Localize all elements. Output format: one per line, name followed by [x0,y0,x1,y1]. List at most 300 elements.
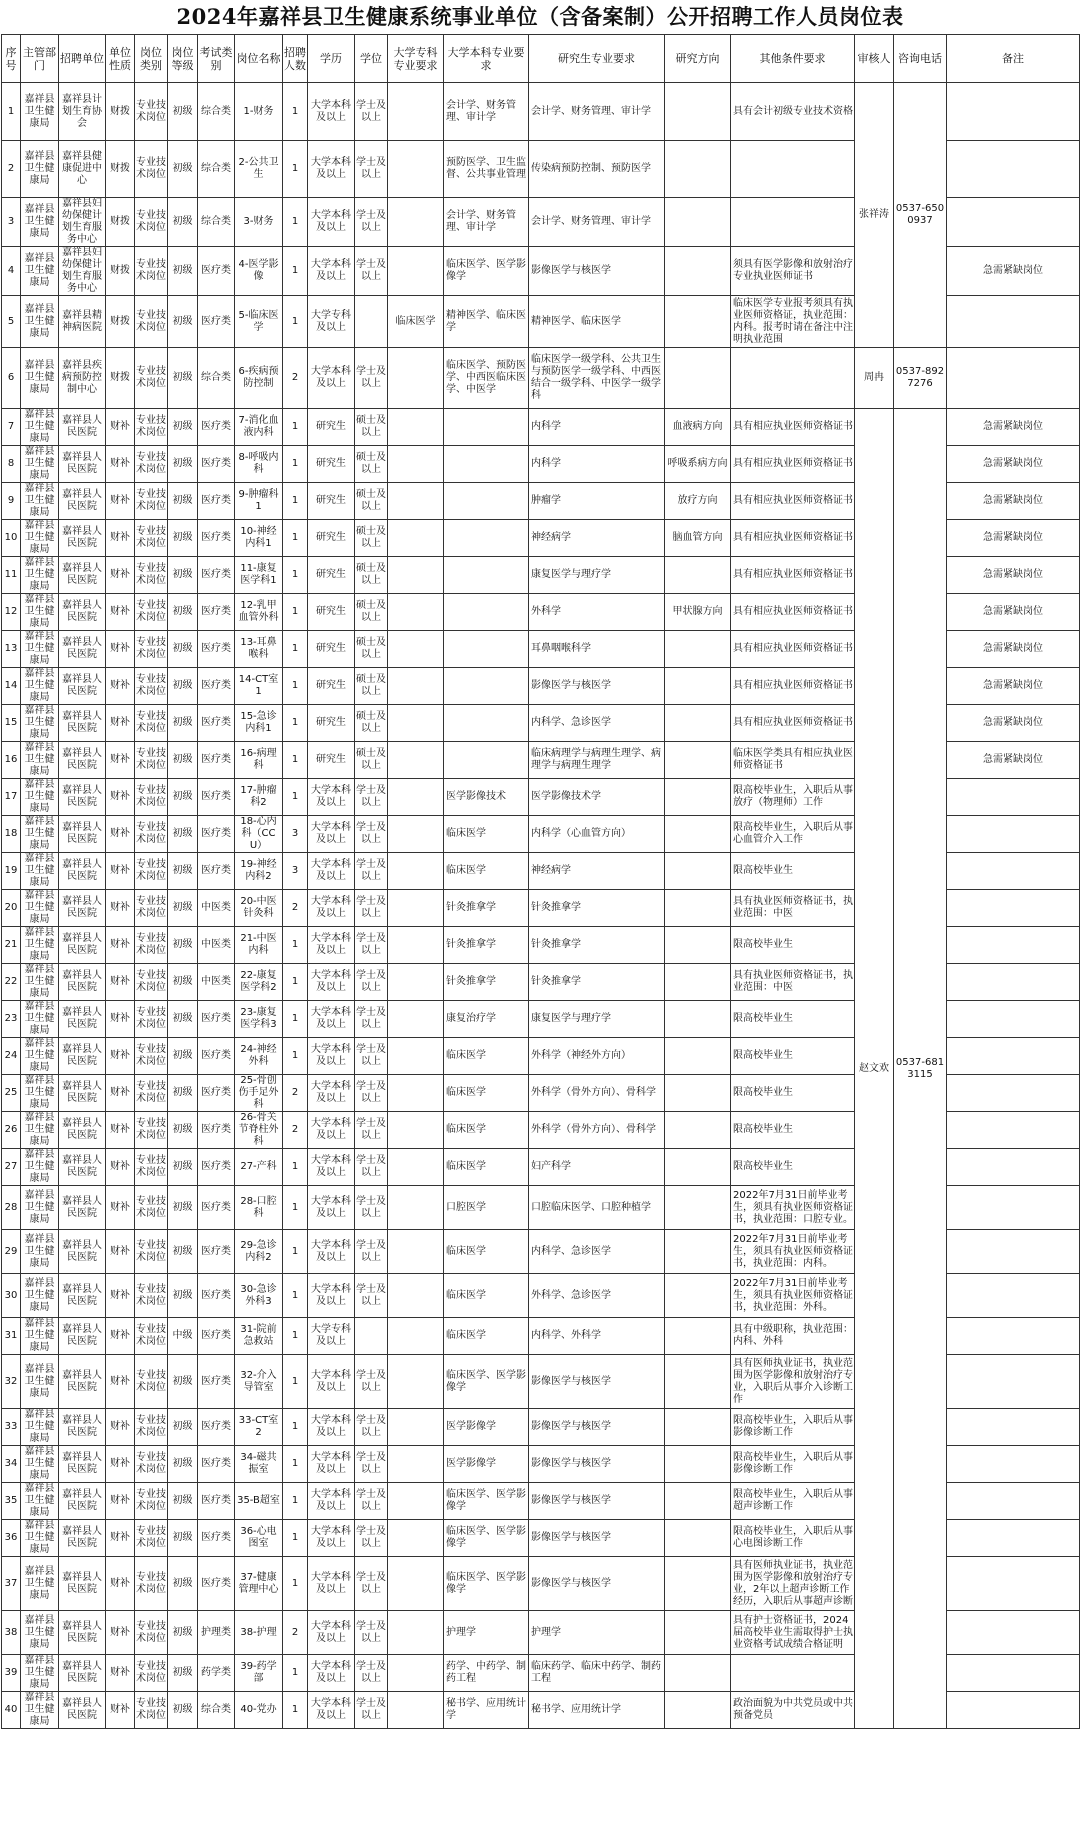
cell-post-level: 初级 [168,483,198,520]
cell-degree: 学士及以上 [355,348,388,409]
cell-bachelor-major: 临床医学 [444,816,529,853]
cell-education: 大学本科及以上 [308,1075,355,1112]
cell-post-name: 14-CT室1 [235,668,283,705]
cell-bachelor-major [444,668,529,705]
cell-employer: 嘉祥县健康促进中心 [59,141,106,198]
cell-other-requirements: 具有相应执业医师资格证书 [731,409,855,446]
cell-headcount: 1 [283,631,308,668]
cell-research-direction [665,296,731,348]
cell-education: 研究生 [308,557,355,594]
cell-unit-nature: 财补 [106,1520,135,1557]
cell-exam-category: 医疗类 [198,247,235,296]
cell-unit-nature: 财补 [106,816,135,853]
cell-college-major [388,141,444,198]
cell-education: 大学本科及以上 [308,1355,355,1409]
cell-remarks [947,198,1080,247]
cell-graduate-major: 影像医学与核医学 [529,1446,665,1483]
cell-department: 嘉祥县卫生健康局 [21,520,59,557]
cell-post-name: 21-中医内科 [235,927,283,964]
cell-research-direction [665,247,731,296]
cell-index: 40 [2,1692,21,1729]
cell-college-major [388,198,444,247]
cell-college-major [388,1409,444,1446]
cell-bachelor-major: 口腔医学 [444,1186,529,1230]
cell-other-requirements: 临床医学专业报考须具有执业医师资格证，执业范围：内科。报考时请在备注中注明执业范围 [731,296,855,348]
cell-education: 研究生 [308,668,355,705]
cell-employer: 嘉祥县人民医院 [59,1230,106,1274]
cell-exam-category: 护理类 [198,1611,235,1655]
cell-bachelor-major: 临床医学、预防医学、中西医临床医学、中医学 [444,348,529,409]
cell-education: 大学本科及以上 [308,1520,355,1557]
cell-education: 大学本科及以上 [308,348,355,409]
cell-index: 6 [2,348,21,409]
cell-education: 大学本科及以上 [308,1557,355,1611]
cell-research-direction [665,348,731,409]
cell-post-level: 初级 [168,594,198,631]
cell-post-category: 专业技术岗位 [135,816,168,853]
cell-remarks [947,1186,1080,1230]
cell-college-major [388,1655,444,1692]
cell-employer: 嘉祥县人民医院 [59,927,106,964]
cell-index: 14 [2,668,21,705]
cell-degree: 学士及以上 [355,198,388,247]
cell-other-requirements: 须具有医学影像和放射治疗专业执业医师证书 [731,247,855,296]
cell-post-level: 初级 [168,247,198,296]
cell-other-requirements [731,1655,855,1692]
cell-graduate-major: 影像医学与核医学 [529,247,665,296]
cell-other-requirements: 具有中级职称，执业范围：内科、外科 [731,1318,855,1355]
cell-remarks [947,964,1080,1001]
cell-index: 4 [2,247,21,296]
cell-remarks: 急需紧缺岗位 [947,631,1080,668]
cell-research-direction [665,1186,731,1230]
cell-post-name: 24-神经外科 [235,1038,283,1075]
cell-remarks [947,1520,1080,1557]
cell-reviewer: 张祥涛 [855,83,894,348]
cell-bachelor-major: 临床医学、医学影像学 [444,1557,529,1611]
cell-employer: 嘉祥县人民医院 [59,1446,106,1483]
cell-research-direction [665,141,731,198]
cell-post-name: 2-公共卫生 [235,141,283,198]
cell-index: 37 [2,1557,21,1611]
cell-graduate-major: 康复医学与理疗学 [529,557,665,594]
cell-department: 嘉祥县卫生健康局 [21,668,59,705]
cell-college-major [388,890,444,927]
cell-exam-category: 医疗类 [198,483,235,520]
cell-degree: 学士及以上 [355,1409,388,1446]
cell-research-direction [665,927,731,964]
header-education: 学历 [308,35,355,83]
cell-exam-category: 医疗类 [198,1186,235,1230]
cell-post-category: 专业技术岗位 [135,927,168,964]
cell-post-category: 专业技术岗位 [135,668,168,705]
cell-unit-nature: 财补 [106,520,135,557]
cell-post-category: 专业技术岗位 [135,1355,168,1409]
header-other-requirements: 其他条件要求 [731,35,855,83]
cell-post-name: 11-康复医学科1 [235,557,283,594]
cell-education: 大学本科及以上 [308,1655,355,1692]
cell-index: 25 [2,1075,21,1112]
cell-index: 28 [2,1186,21,1230]
cell-headcount: 1 [283,557,308,594]
cell-other-requirements: 2022年7月31日前毕业考生，须具有执业医师资格证书，执业范围：口腔专业。 [731,1186,855,1230]
cell-employer: 嘉祥县人民医院 [59,446,106,483]
cell-unit-nature: 财补 [106,927,135,964]
cell-headcount: 1 [283,446,308,483]
header-reviewer: 审核人 [855,35,894,83]
cell-unit-nature: 财补 [106,668,135,705]
cell-post-category: 专业技术岗位 [135,1483,168,1520]
cell-post-category: 专业技术岗位 [135,83,168,141]
cell-graduate-major: 内科学 [529,446,665,483]
cell-other-requirements: 限高校毕业生，入职后从事影像诊断工作 [731,1409,855,1446]
cell-degree: 学士及以上 [355,964,388,1001]
cell-exam-category: 医疗类 [198,1446,235,1483]
cell-bachelor-major: 康复治疗学 [444,1001,529,1038]
cell-department: 嘉祥县卫生健康局 [21,1001,59,1038]
cell-education: 大学本科及以上 [308,198,355,247]
cell-graduate-major: 影像医学与核医学 [529,1557,665,1611]
cell-headcount: 1 [283,594,308,631]
cell-post-level: 初级 [168,83,198,141]
cell-other-requirements: 具有相应执业医师资格证书 [731,446,855,483]
cell-post-level: 初级 [168,964,198,1001]
cell-exam-category: 医疗类 [198,594,235,631]
cell-headcount: 1 [283,927,308,964]
cell-graduate-major: 影像医学与核医学 [529,1409,665,1446]
cell-phone: 0537-6500937 [894,83,947,348]
cell-degree [355,296,388,348]
cell-headcount: 1 [283,520,308,557]
header-degree: 学位 [355,35,388,83]
cell-post-category: 专业技术岗位 [135,141,168,198]
cell-post-name: 12-乳甲血管外科 [235,594,283,631]
cell-index: 7 [2,409,21,446]
cell-college-major [388,1355,444,1409]
cell-unit-nature: 财拨 [106,296,135,348]
cell-college-major [388,631,444,668]
cell-department: 嘉祥县卫生健康局 [21,1075,59,1112]
cell-employer: 嘉祥县人民医院 [59,1001,106,1038]
cell-exam-category: 中医类 [198,890,235,927]
cell-post-name: 13-耳鼻喉科 [235,631,283,668]
cell-headcount: 1 [283,964,308,1001]
cell-department: 嘉祥县卫生健康局 [21,853,59,890]
cell-exam-category: 综合类 [198,348,235,409]
cell-research-direction [665,1038,731,1075]
cell-bachelor-major [444,631,529,668]
header-post-category: 岗位类别 [135,35,168,83]
cell-research-direction [665,1557,731,1611]
cell-education: 大学本科及以上 [308,1274,355,1318]
cell-research-direction [665,1355,731,1409]
cell-other-requirements: 具有相应执业医师资格证书 [731,705,855,742]
cell-index: 31 [2,1318,21,1355]
cell-post-level: 初级 [168,348,198,409]
cell-bachelor-major [444,520,529,557]
header-bachelor-major: 大学本科专业要求 [444,35,529,83]
cell-bachelor-major: 临床医学 [444,1274,529,1318]
cell-department: 嘉祥县卫生健康局 [21,557,59,594]
cell-index: 21 [2,927,21,964]
cell-education: 大学专科及以上 [308,1318,355,1355]
cell-college-major: 临床医学 [388,296,444,348]
header-phone: 咨询电话 [894,35,947,83]
cell-post-level: 初级 [168,1655,198,1692]
cell-college-major [388,348,444,409]
cell-index: 9 [2,483,21,520]
cell-education: 大学本科及以上 [308,247,355,296]
cell-unit-nature: 财补 [106,1318,135,1355]
cell-degree: 学士及以上 [355,141,388,198]
cell-graduate-major: 影像医学与核医学 [529,668,665,705]
table-row [2,409,1080,446]
cell-post-level: 初级 [168,1520,198,1557]
cell-post-category: 专业技术岗位 [135,853,168,890]
cell-exam-category: 医疗类 [198,520,235,557]
cell-other-requirements: 2022年7月31日前毕业考生，须具有执业医师资格证书，执业范围：内科。 [731,1230,855,1274]
cell-remarks: 急需紧缺岗位 [947,557,1080,594]
cell-unit-nature: 财拨 [106,247,135,296]
cell-exam-category: 综合类 [198,141,235,198]
cell-index: 26 [2,1112,21,1149]
cell-post-name: 39-药学部 [235,1655,283,1692]
cell-exam-category: 医疗类 [198,1274,235,1318]
cell-employer: 嘉祥县人民医院 [59,742,106,779]
cell-education: 大学本科及以上 [308,890,355,927]
cell-employer: 嘉祥县人民医院 [59,1409,106,1446]
cell-graduate-major: 临床医学一级学科、公共卫生与预防医学一级学科、中西医结合一级学科、中医学一级学科 [529,348,665,409]
cell-college-major [388,1075,444,1112]
cell-exam-category: 医疗类 [198,705,235,742]
cell-degree: 硕士及以上 [355,742,388,779]
cell-other-requirements: 限高校毕业生 [731,1001,855,1038]
cell-college-major [388,247,444,296]
cell-index: 8 [2,446,21,483]
cell-education: 研究生 [308,483,355,520]
cell-post-level: 初级 [168,1692,198,1729]
cell-education: 大学本科及以上 [308,1611,355,1655]
cell-other-requirements [731,141,855,198]
cell-research-direction [665,1274,731,1318]
cell-department: 嘉祥县卫生健康局 [21,483,59,520]
cell-other-requirements: 临床医学类具有相应执业医师资格证书 [731,742,855,779]
cell-department: 嘉祥县卫生健康局 [21,1655,59,1692]
cell-exam-category: 医疗类 [198,1318,235,1355]
header-college-major: 大学专科专业要求 [388,35,444,83]
cell-research-direction [665,779,731,816]
cell-index: 30 [2,1274,21,1318]
cell-exam-category: 医疗类 [198,1112,235,1149]
cell-employer: 嘉祥县人民医院 [59,409,106,446]
cell-headcount: 1 [283,1038,308,1075]
cell-remarks: 急需紧缺岗位 [947,668,1080,705]
cell-unit-nature: 财补 [106,1149,135,1186]
table-body [2,83,1080,1729]
cell-unit-nature: 财拨 [106,141,135,198]
cell-other-requirements: 限高校毕业生 [731,853,855,890]
cell-post-name: 5-临床医学 [235,296,283,348]
cell-unit-nature: 财补 [106,1075,135,1112]
cell-post-level: 初级 [168,1611,198,1655]
cell-post-level: 初级 [168,742,198,779]
cell-remarks [947,1112,1080,1149]
cell-index: 33 [2,1409,21,1446]
header-research-direction: 研究方向 [665,35,731,83]
cell-other-requirements: 具有相应执业医师资格证书 [731,557,855,594]
cell-education: 大学本科及以上 [308,1112,355,1149]
cell-remarks [947,1318,1080,1355]
cell-education: 大学本科及以上 [308,779,355,816]
cell-post-category: 专业技术岗位 [135,247,168,296]
cell-post-category: 专业技术岗位 [135,1230,168,1274]
cell-bachelor-major: 临床医学 [444,1318,529,1355]
cell-bachelor-major: 临床医学、医学影像学 [444,247,529,296]
cell-unit-nature: 财补 [106,631,135,668]
cell-bachelor-major: 临床医学 [444,853,529,890]
cell-bachelor-major [444,557,529,594]
cell-research-direction [665,1520,731,1557]
cell-unit-nature: 财补 [106,705,135,742]
cell-unit-nature: 财补 [106,1483,135,1520]
cell-graduate-major: 影像医学与核医学 [529,1520,665,1557]
cell-employer: 嘉祥县妇幼保健计划生育服务中心 [59,247,106,296]
cell-post-category: 专业技术岗位 [135,631,168,668]
cell-bachelor-major: 医学影像学 [444,1446,529,1483]
cell-remarks [947,1001,1080,1038]
cell-department: 嘉祥县卫生健康局 [21,296,59,348]
cell-employer: 嘉祥县人民医院 [59,1483,106,1520]
cell-education: 研究生 [308,742,355,779]
header-headcount: 招聘人数 [283,35,308,83]
cell-headcount: 1 [283,83,308,141]
cell-post-name: 32-介入导管室 [235,1355,283,1409]
cell-exam-category: 医疗类 [198,557,235,594]
cell-post-level: 初级 [168,1001,198,1038]
document-title: 2024年嘉祥县卫生健康系统事业单位（含备案制）公开招聘工作人员岗位表 [176,4,904,29]
cell-post-level: 初级 [168,557,198,594]
table-row [2,348,1080,409]
cell-degree: 硕士及以上 [355,520,388,557]
cell-post-category: 专业技术岗位 [135,1001,168,1038]
cell-degree: 学士及以上 [355,1230,388,1274]
cell-post-name: 34-磁共振室 [235,1446,283,1483]
cell-degree: 学士及以上 [355,853,388,890]
cell-employer: 嘉祥县人民医院 [59,964,106,1001]
cell-post-level: 初级 [168,1186,198,1230]
cell-remarks [947,927,1080,964]
cell-remarks [947,1038,1080,1075]
cell-post-name: 4-医学影像 [235,247,283,296]
cell-research-direction [665,1655,731,1692]
cell-graduate-major: 内科学 [529,409,665,446]
cell-exam-category: 医疗类 [198,1520,235,1557]
cell-college-major [388,927,444,964]
cell-post-category: 专业技术岗位 [135,1520,168,1557]
cell-department: 嘉祥县卫生健康局 [21,1274,59,1318]
cell-post-name: 20-中医针灸科 [235,890,283,927]
cell-graduate-major: 针灸推拿学 [529,890,665,927]
cell-research-direction [665,1112,731,1149]
cell-post-name: 30-急诊外科3 [235,1274,283,1318]
cell-post-name: 9-肿瘤科1 [235,483,283,520]
cell-graduate-major: 会计学、财务管理、审计学 [529,83,665,141]
cell-index: 39 [2,1655,21,1692]
cell-post-name: 27-产科 [235,1149,283,1186]
cell-college-major [388,1001,444,1038]
cell-department: 嘉祥县卫生健康局 [21,1409,59,1446]
cell-post-category: 专业技术岗位 [135,409,168,446]
cell-graduate-major: 内科学（心血管方向） [529,816,665,853]
cell-unit-nature: 财补 [106,1230,135,1274]
cell-index: 34 [2,1446,21,1483]
cell-education: 大学本科及以上 [308,964,355,1001]
cell-other-requirements [731,198,855,247]
cell-post-category: 专业技术岗位 [135,557,168,594]
cell-post-level: 初级 [168,853,198,890]
cell-college-major [388,705,444,742]
cell-employer: 嘉祥县人民医院 [59,668,106,705]
cell-headcount: 1 [283,198,308,247]
cell-index: 5 [2,296,21,348]
cell-degree: 学士及以上 [355,1446,388,1483]
cell-education: 大学本科及以上 [308,1409,355,1446]
cell-graduate-major: 医学影像技术学 [529,779,665,816]
cell-employer: 嘉祥县人民医院 [59,705,106,742]
cell-education: 研究生 [308,594,355,631]
cell-post-category: 专业技术岗位 [135,1186,168,1230]
cell-graduate-major: 秘书学、应用统计学 [529,1692,665,1729]
cell-department: 嘉祥县卫生健康局 [21,409,59,446]
cell-degree: 学士及以上 [355,83,388,141]
cell-employer: 嘉祥县人民医院 [59,1355,106,1409]
cell-exam-category: 医疗类 [198,816,235,853]
cell-post-category: 专业技术岗位 [135,1409,168,1446]
cell-post-category: 专业技术岗位 [135,1557,168,1611]
cell-unit-nature: 财补 [106,890,135,927]
cell-department: 嘉祥县卫生健康局 [21,779,59,816]
cell-index: 36 [2,1520,21,1557]
cell-bachelor-major [444,409,529,446]
cell-unit-nature: 财补 [106,1274,135,1318]
cell-degree: 学士及以上 [355,1075,388,1112]
cell-post-name: 28-口腔科 [235,1186,283,1230]
cell-post-name: 29-急诊内科2 [235,1230,283,1274]
cell-employer: 嘉祥县人民医院 [59,594,106,631]
cell-employer: 嘉祥县人民医院 [59,520,106,557]
cell-unit-nature: 财补 [106,1112,135,1149]
cell-graduate-major: 临床病理学与病理生理学、病理学与病理生理学 [529,742,665,779]
cell-research-direction [665,83,731,141]
cell-degree: 硕士及以上 [355,668,388,705]
cell-other-requirements: 限高校毕业生 [731,927,855,964]
cell-headcount: 1 [283,1409,308,1446]
cell-post-category: 专业技术岗位 [135,1611,168,1655]
cell-post-level: 初级 [168,1446,198,1483]
cell-college-major [388,483,444,520]
cell-research-direction: 脑血管方向 [665,520,731,557]
cell-college-major [388,409,444,446]
cell-other-requirements: 具有医师执业证书，执业范围为医学影像和放射治疗专业，入职后从事介入诊断工作 [731,1355,855,1409]
cell-bachelor-major: 针灸推拿学 [444,890,529,927]
cell-department: 嘉祥县卫生健康局 [21,1611,59,1655]
cell-bachelor-major: 临床医学 [444,1112,529,1149]
cell-college-major [388,1112,444,1149]
cell-department: 嘉祥县卫生健康局 [21,446,59,483]
cell-post-level: 初级 [168,927,198,964]
cell-graduate-major: 影像医学与核医学 [529,1483,665,1520]
cell-college-major [388,557,444,594]
